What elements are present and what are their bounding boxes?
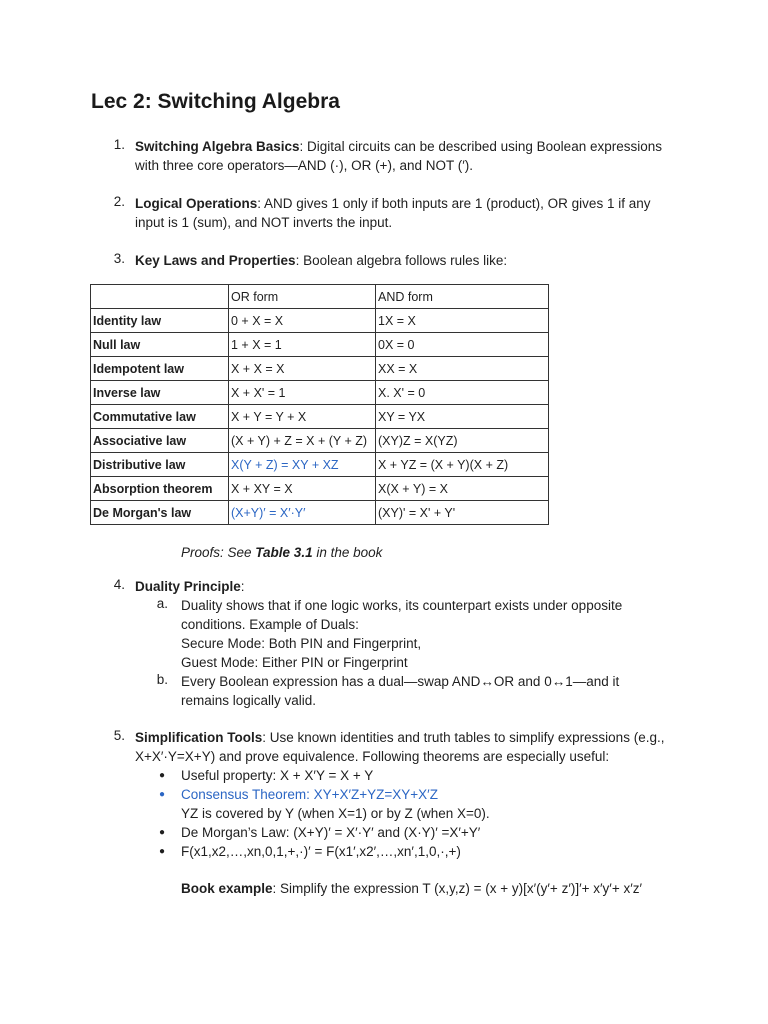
table-row xyxy=(91,309,549,333)
table-header-cell: AND form xyxy=(376,285,549,309)
or-form: X + X = X xyxy=(229,357,376,381)
item-2-line2: input is 1 (sum), and NOT inverts the input. xyxy=(135,215,393,230)
table-header-row xyxy=(91,285,549,309)
bullet-general-de-morgan: F(x1,x2,…,xn,0,1,+,·)′ = F(x1′,x2′,…,xn′,1,0,·,+) xyxy=(181,844,461,859)
and-form: X(X + Y) = X xyxy=(376,477,549,501)
or-form: 0 + X = X xyxy=(229,309,376,333)
law-name: Associative law xyxy=(91,429,229,453)
item-3-heading: Key Laws and Properties xyxy=(135,253,296,268)
item-4-colon: : xyxy=(240,579,245,594)
bullet-useful-property: Useful property: X + X′Y = X + Y xyxy=(181,768,374,783)
law-name: Null law xyxy=(91,333,229,357)
page-title: Lec 2: Switching Algebra xyxy=(91,90,340,113)
item-4-text xyxy=(135,577,245,596)
book-example-text: : Simplify the expression T (x,y,z) = (x + y)[x′(y′+ z′)]′+ x′y′+ x′z′ xyxy=(272,881,643,896)
book-example-heading: Book example xyxy=(181,881,273,896)
or-form: 1 + X = 1 xyxy=(229,333,376,357)
item-1-line2: with three core operators—AND (·), OR (+), and NOT (′). xyxy=(135,158,473,173)
table-row xyxy=(91,477,549,501)
table-header-cell: OR form xyxy=(229,285,376,309)
and-form: X + YZ = (X + Y)(X + Z) xyxy=(376,453,549,477)
bullet-icon: ● xyxy=(158,846,166,857)
or-form: X + Y = Y + X xyxy=(229,405,376,429)
law-name: De Morgan's law xyxy=(91,501,229,525)
and-form: X. X' = 0 xyxy=(376,381,549,405)
item-4a-line: Guest Mode: Either PIN or Fingerprint xyxy=(181,655,408,670)
item-5-text xyxy=(135,728,664,766)
item-1-heading: Switching Algebra Basics xyxy=(135,139,300,154)
item-4a-label: a. xyxy=(156,596,168,611)
bullet-icon: ● xyxy=(158,770,166,781)
item-2-text xyxy=(135,194,650,232)
law-name: Inverse law xyxy=(91,381,229,405)
item-4a-line: Duality shows that if one logic works, its counterpart exists under opposite xyxy=(181,598,623,613)
item-4b-text xyxy=(181,672,619,710)
or-form: X + XY = X xyxy=(229,477,376,501)
proofs-note xyxy=(181,543,382,562)
item-5-line1: : Use known identities and truth tables to simplify expressions (e.g., xyxy=(262,730,665,745)
item-1-line1: : Digital circuits can be described using Boolean expressions xyxy=(299,139,662,154)
and-form: 0X = 0 xyxy=(376,333,549,357)
or-form: (X+Y)′ = X′·Y′ xyxy=(229,501,376,525)
or-form: (X + Y) + Z = X + (Y + Z) xyxy=(229,429,376,453)
proofs-pre: Proofs: See xyxy=(181,545,256,560)
law-name: Distributive law xyxy=(91,453,229,477)
consensus-explanation: YZ is covered by Y (when X=1) or by Z (when X=0). xyxy=(181,806,490,821)
item-1-number: 1. xyxy=(113,137,125,152)
item-4-number: 4. xyxy=(113,577,125,592)
item-5-heading: Simplification Tools xyxy=(135,730,263,745)
proofs-table-ref: Table 3.1 xyxy=(255,545,313,560)
item-4b-line: remains logically valid. xyxy=(181,693,317,708)
item-4-heading: Duality Principle xyxy=(135,579,241,594)
law-name: Commutative law xyxy=(91,405,229,429)
item-5-line2: X+X′·Y=X+Y) and prove equivalence. Following theorems are especially useful: xyxy=(135,749,610,764)
table-row xyxy=(91,501,549,525)
bullet-consensus-theorem: Consensus Theorem: XY+X′Z+YZ=XY+X′Z xyxy=(181,787,438,802)
bullet-icon: ● xyxy=(158,789,166,800)
law-name: Absorption theorem xyxy=(91,477,229,501)
item-3-line1: : Boolean algebra follows rules like: xyxy=(295,253,508,268)
item-2-heading: Logical Operations xyxy=(135,196,258,211)
proofs-post: in the book xyxy=(312,545,383,560)
item-3-number: 3. xyxy=(113,251,125,266)
and-form: (XY)' = X' + Y' xyxy=(376,501,549,525)
item-4a-text xyxy=(181,596,622,672)
item-2-number: 2. xyxy=(113,194,125,209)
and-form: 1X = X xyxy=(376,309,549,333)
table-row xyxy=(91,405,549,429)
and-form: XY = YX xyxy=(376,405,549,429)
table-row xyxy=(91,453,549,477)
law-name: Identity law xyxy=(91,309,229,333)
or-form: X(Y + Z) = XY + XZ xyxy=(229,453,376,477)
bullet-de-morgan: De Morgan’s Law: (X+Y)′ = X′·Y′ and (X·Y)′ =X′+Y′ xyxy=(181,825,481,840)
and-form: (XY)Z = X(YZ) xyxy=(376,429,549,453)
item-4b-line: Every Boolean expression has a dual—swap AND↔OR and 0↔1—and it xyxy=(181,674,620,689)
table-row xyxy=(91,357,549,381)
item-4a-line: conditions. Example of Duals: xyxy=(181,617,359,632)
table-header-cell xyxy=(91,285,229,309)
table-row xyxy=(91,333,549,357)
item-3-text xyxy=(135,251,507,270)
book-example xyxy=(181,879,642,898)
table-row xyxy=(91,429,549,453)
item-2-line1: : AND gives 1 only if both inputs are 1 (product), OR gives 1 if any xyxy=(257,196,651,211)
item-5-number: 5. xyxy=(113,728,125,743)
bullet-icon: ● xyxy=(158,827,166,838)
table-row xyxy=(91,381,549,405)
item-4b-label: b. xyxy=(156,672,168,687)
and-form: XX = X xyxy=(376,357,549,381)
item-1-text xyxy=(135,137,662,175)
item-4a-line: Secure Mode: Both PIN and Fingerprint, xyxy=(181,636,422,651)
or-form: X + X' = 1 xyxy=(229,381,376,405)
law-name: Idempotent law xyxy=(91,357,229,381)
laws-table xyxy=(90,284,549,525)
